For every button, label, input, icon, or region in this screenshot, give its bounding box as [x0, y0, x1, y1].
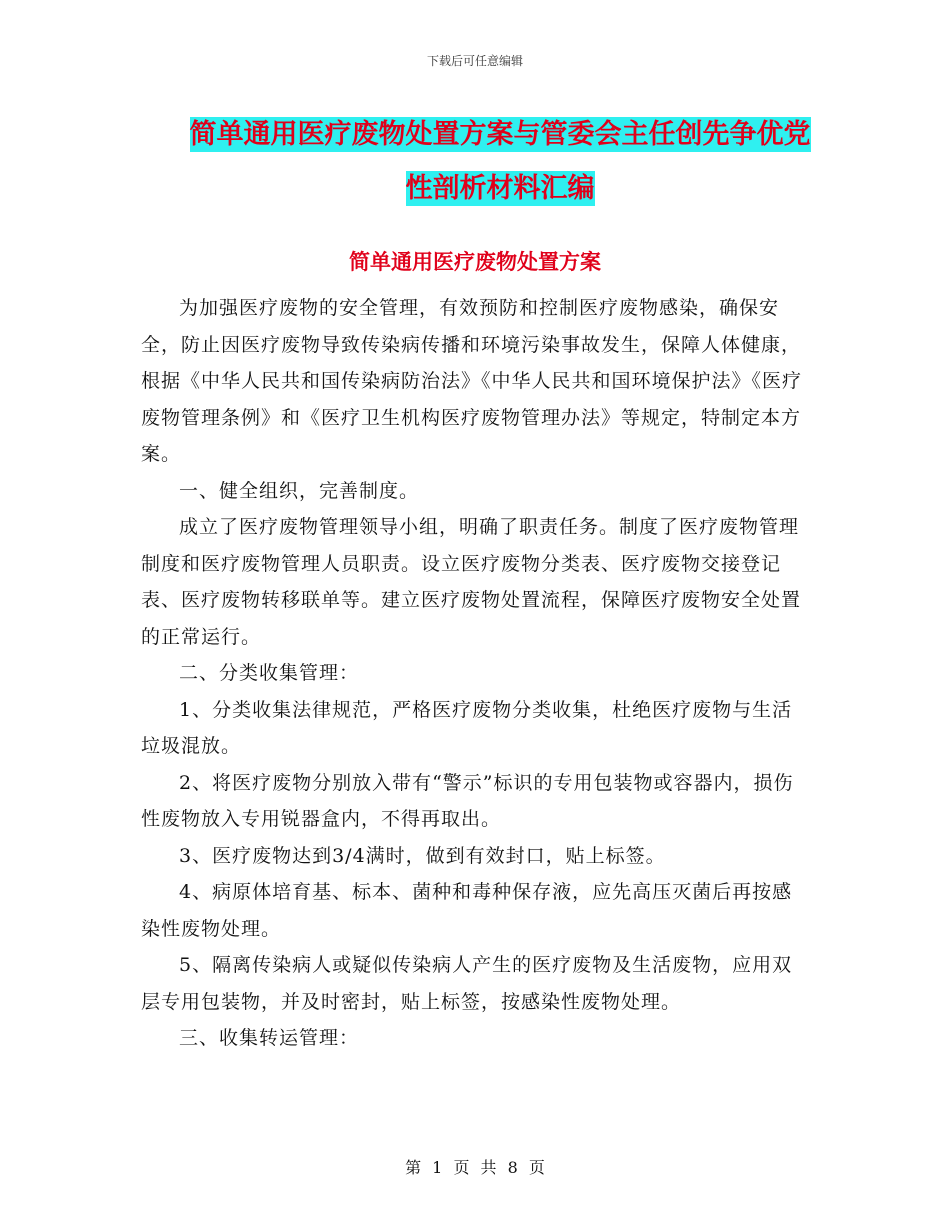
paragraph: 为加强医疗废物的安全管理，有效预防和控制医疗废物感染，确保安全，防止因医疗废物导致传染病传播和环境污染事故发生，保障人体健康，根据《中华人民共和国传染病防治法》《中华人民共和国环境保护法》《医疗废物管理条例》和《医疗卫生机构医疗废物管理办法》等规定，特制定本方案。 — [141, 297, 803, 465]
main-title-line-1: 简单通用医疗废物处置方案与管委会主任创先争优党 — [189, 119, 811, 150]
paragraph: 三、收集转运管理： — [179, 1027, 360, 1049]
paragraph: 5、隔离传染病人或疑似传染病人产生的医疗废物及生活废物，应用双层专用包装物，并及时密封，贴上标签，按感染性废物处理。 — [141, 954, 793, 1013]
paragraph: 一、健全组织，完善制度。 — [179, 479, 420, 502]
document-body — [141, 290, 811, 1057]
page-indicator: 第 1 页 共 8 页 — [405, 1158, 545, 1177]
main-title — [140, 108, 860, 216]
paragraph: 2、将医疗废物分别放入带有“警示”标识的专用包装物或容器内，损伤性废物放入专用锐器盒内，不得再取出。 — [141, 771, 794, 830]
paragraph: 二、分类收集管理： — [179, 662, 360, 684]
paragraph: 成立了医疗废物管理领导小组，明确了职责任务。制度了医疗废物管理制度和医疗废物管理人员职责。设立医疗废物分类表、医疗废物交接登记表、医疗废物转移联单等。建立医疗废物处置流程，保障医疗废物安全处置的正常运行。 — [141, 516, 802, 648]
section-title: 简单通用医疗废物处置方案 — [349, 250, 601, 274]
paragraph: 1、分类收集法律规范，严格医疗废物分类收集，杜绝医疗废物与生活垃圾混放。 — [141, 698, 793, 757]
paragraph: 4、病原体培育基、标本、菌种和毒种保存液，应先高压灭菌后再按感染性废物处理。 — [141, 881, 793, 940]
main-title-line-2: 性剖析材料汇编 — [405, 173, 595, 204]
header-note: 下载后可任意编辑 — [426, 54, 523, 68]
paragraph: 3、医疗废物达到3/4满时，做到有效封口，贴上标签。 — [179, 844, 666, 867]
